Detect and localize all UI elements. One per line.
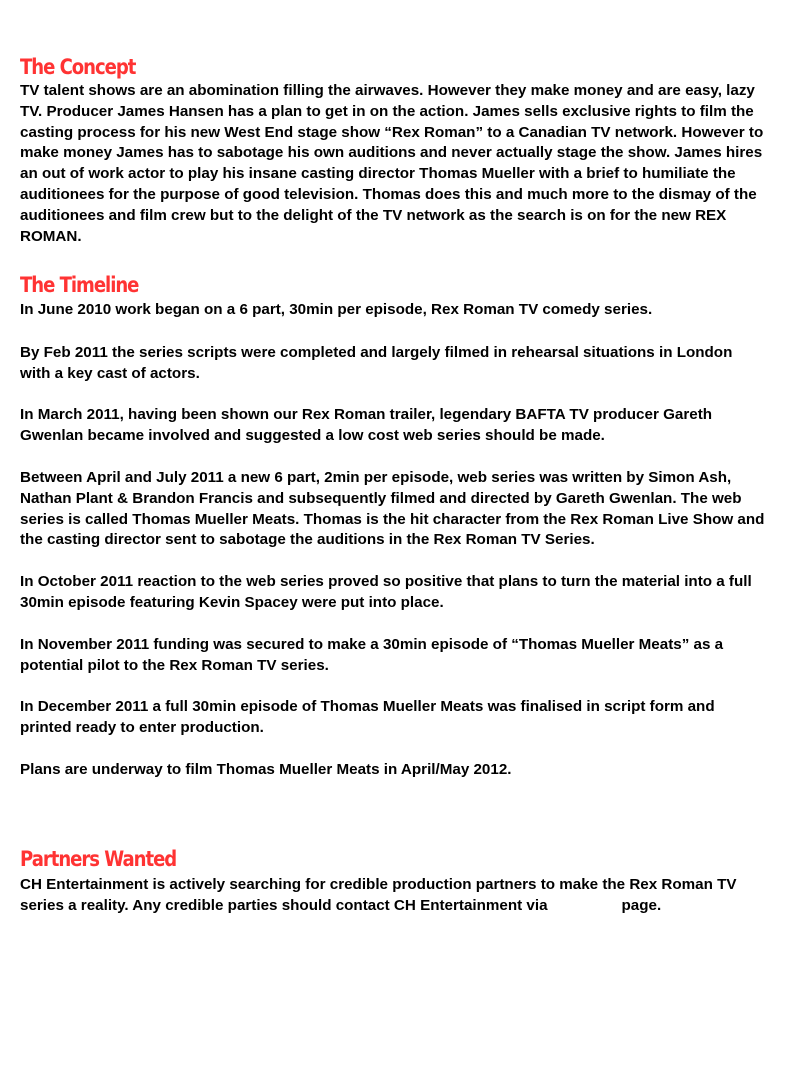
partners-paragraph — [20, 875, 766, 917]
partners-heading: Partners Wanted — [20, 847, 177, 871]
timeline-heading: The Timeline — [20, 273, 139, 297]
timeline-entry-april-july-2011: Between April and July 2011 a new 6 part, 2min per episode, web series was written by Simon Ash, Nathan Plant & Brandon Francis and subsequently filmed and directed by Gareth Gwenlan. The web series is called Thomas Mueller Meats. Thomas is the hit character from the Rex Roman Live Show and the casting director sent to sabotage the auditions in the Rex Roman TV Series. — [20, 469, 765, 549]
timeline-entry-december-2011: In December 2011 a full 30min episode of Thomas Mueller Meats was finalised in script form and printed ready to enter production. — [20, 698, 715, 736]
timeline-entry-november-2011: In November 2011 funding was secured to make a 30min episode of “Thomas Mueller Meats” as a potential pilot to the Rex Roman TV series. — [20, 636, 724, 674]
partners-text: CH Entertainment is actively searching for credible production partners to make the Rex Roman TV series a reality. Any credible parties should contact CH Entertainment via — [20, 876, 737, 914]
concept-paragraph: TV talent shows are an abomination filling the airwaves. However they make money and are easy, lazy TV. Producer James Hansen has a plan to get in on the action. James sells exclusive rights to film the casting process for his new West End stage show “Rex Roman” to a Canadian TV network. However to make money James has to sabotage his own auditions and never actually stage the show. James hires an out of work actor to play his insane casting director Thomas Mueller with a brief to humiliate the auditionees for the purpose of good television. Thomas does this and much more to the dismay of the auditionees and film crew but to the delight of the TV network as the search is on for the new REX ROMAN. — [20, 82, 764, 245]
timeline-entry-feb-2011: By Feb 2011 the series scripts were completed and largely filmed in rehearsal situations in London with a key cast of actors. — [20, 344, 733, 382]
partners-text-end: page. — [621, 896, 662, 914]
concept-heading: The Concept — [20, 55, 136, 79]
timeline-entry-october-2011: In October 2011 reaction to the web series proved so positive that plans to turn the material into a full 30min episode featuring Kevin Spacey were put into place. — [20, 573, 752, 611]
timeline-entry-plans-2012: Plans are underway to film Thomas Mueller Meats in April/May 2012. — [20, 761, 512, 778]
timeline-entry-march-2011: In March 2011, having been shown our Rex Roman trailer, legendary BAFTA TV producer Gareth Gwenlan became involved and suggested a low cost web series should be made. — [20, 406, 713, 444]
timeline-entry-june-2010: In June 2010 work began on a 6 part, 30min per episode, Rex Roman TV comedy series. — [20, 301, 653, 318]
